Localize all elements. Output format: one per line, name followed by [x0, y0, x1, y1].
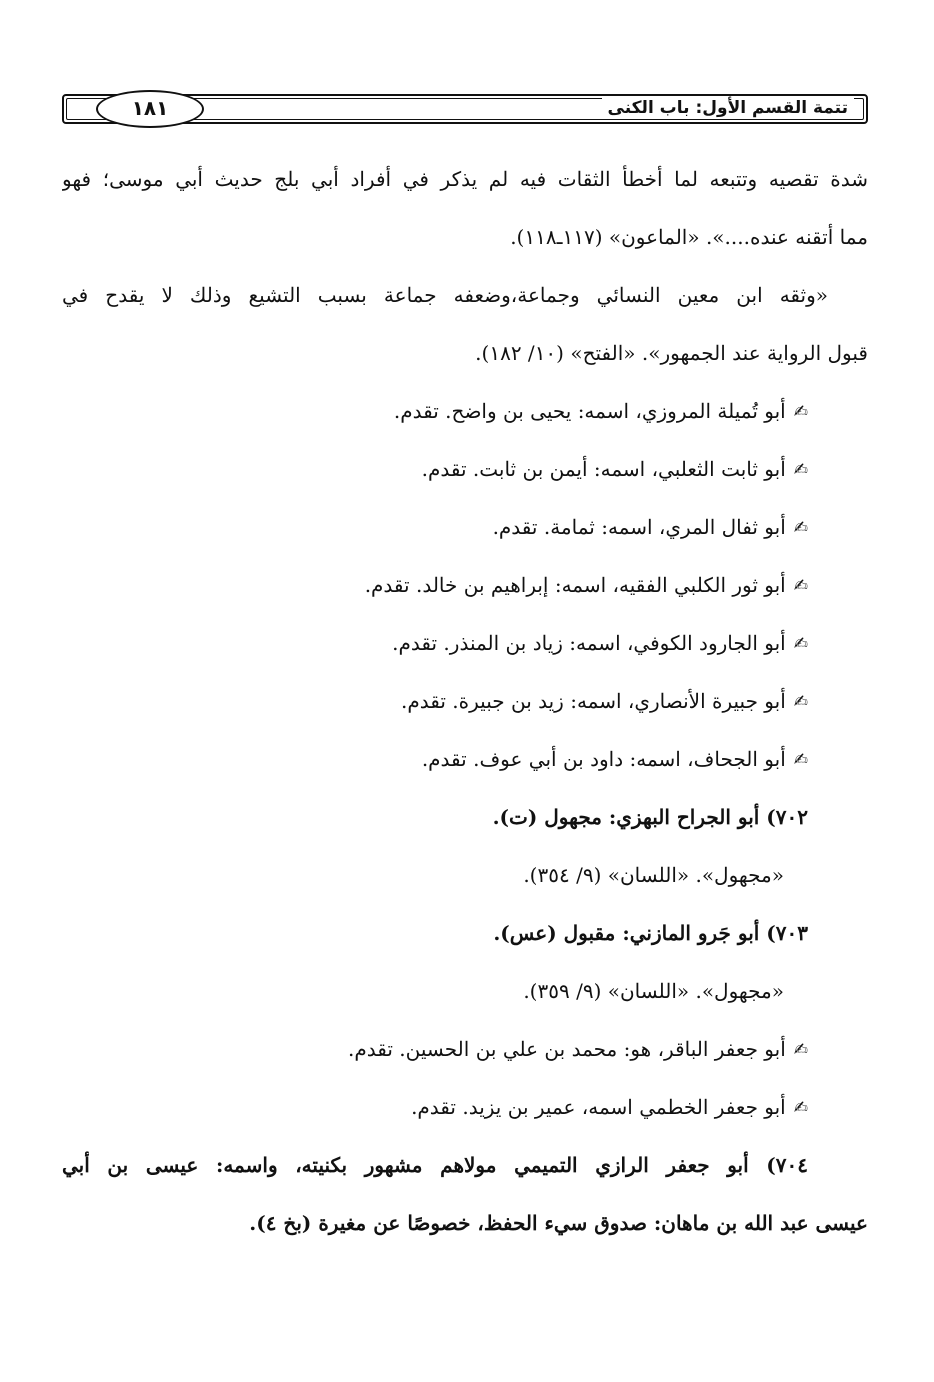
entry-heading: ٧٠٣) أبو جَرو المازني: مقبول (عس). — [493, 921, 808, 945]
pen-icon: ✍ — [793, 402, 808, 422]
cross-reference-item — [62, 1020, 868, 1078]
entry-note: «مجهول». «اللسان» (٩/ ٣٥٩). — [523, 979, 784, 1003]
text-line: مما أتقنه عنده....». «الماعون» (١١٧ـ١١٨). — [510, 225, 868, 249]
pen-icon: ✍ — [793, 576, 808, 596]
text-line: قبول الرواية عند الجمهور». «الفتح» (١٠/ ١٨٢). — [475, 341, 868, 365]
cross-reference-item — [62, 1078, 868, 1136]
cross-reference-item — [62, 382, 868, 440]
page-body — [62, 150, 868, 1252]
entry-heading: ٧٠٤) أبو جعفر الرازي التميمي مولاهم مشهور بكنيته، واسمه: عيسى بن أبي — [62, 1153, 808, 1177]
entry-heading: ٧٠٢) أبو الجراح البهزي: مجهول (ت). — [492, 805, 808, 829]
pen-icon: ✍ — [793, 750, 808, 770]
entry-note: «مجهول». «اللسان» (٩/ ٣٥٤). — [523, 863, 784, 887]
cross-reference-text: أبو الجحاف، اسمه: داود بن أبي عوف. تقدم. — [421, 747, 786, 771]
cross-reference-text: أبو الجارود الكوفي، اسمه: زياد بن المنذر. تقدم. — [392, 631, 786, 655]
pen-icon: ✍ — [793, 1040, 808, 1060]
cross-reference-text: أبو ثفال المري، اسمه: ثمامة. تقدم. — [492, 515, 786, 539]
cross-reference-item — [62, 556, 868, 614]
cross-reference-item — [62, 672, 868, 730]
entry-heading-continued: عيسى عبد الله بن ماهان: صدوق سيء الحفظ، خصوصًا عن مغيرة (بخ ٤). — [249, 1211, 868, 1235]
cross-reference-text: أبو جعفر الخطمي اسمه، عمير بن يزيد. تقدم. — [411, 1095, 786, 1119]
cross-reference-item — [62, 440, 868, 498]
cross-reference-text: أبو ثور الكلبي الفقيه، اسمه: إبراهيم بن خالد. تقدم. — [364, 573, 786, 597]
cross-reference-text: أبو جعفر الباقر، هو: محمد بن علي بن الحسين. تقدم. — [348, 1037, 786, 1061]
pen-icon: ✍ — [793, 692, 808, 712]
text-line: شدة تقصيه وتتبعه لما أخطأ الثقات فيه لم يذكر في أفراد أبي بلج حديث أبي موسى؛ فهو — [62, 167, 868, 191]
pen-icon: ✍ — [793, 460, 808, 480]
cross-reference-item — [62, 730, 868, 788]
page-number: ١٨١ — [96, 90, 204, 128]
pen-icon: ✍ — [793, 1098, 808, 1118]
pen-icon: ✍ — [793, 634, 808, 654]
cross-reference-item — [62, 498, 868, 556]
running-title: تتمة القسم الأول: باب الكنى — [602, 97, 854, 119]
pen-icon: ✍ — [793, 518, 808, 538]
cross-reference-text: أبو ثابت الثعلبي، اسمه: أيمن بن ثابت. تقدم. — [421, 457, 786, 481]
cross-reference-text: أبو جبيرة الأنصاري، اسمه: زيد بن جبيرة. تقدم. — [401, 689, 786, 713]
text-line: «وثقه ابن معين النسائي وجماعة،وضعفه جماعة بسبب التشيع وذلك لا يقدح في — [62, 283, 828, 307]
cross-reference-text: أبو تُميلة المروزي، اسمه: يحيى بن واضح. تقدم. — [393, 399, 786, 423]
running-header — [62, 90, 868, 128]
cross-reference-item — [62, 614, 868, 672]
